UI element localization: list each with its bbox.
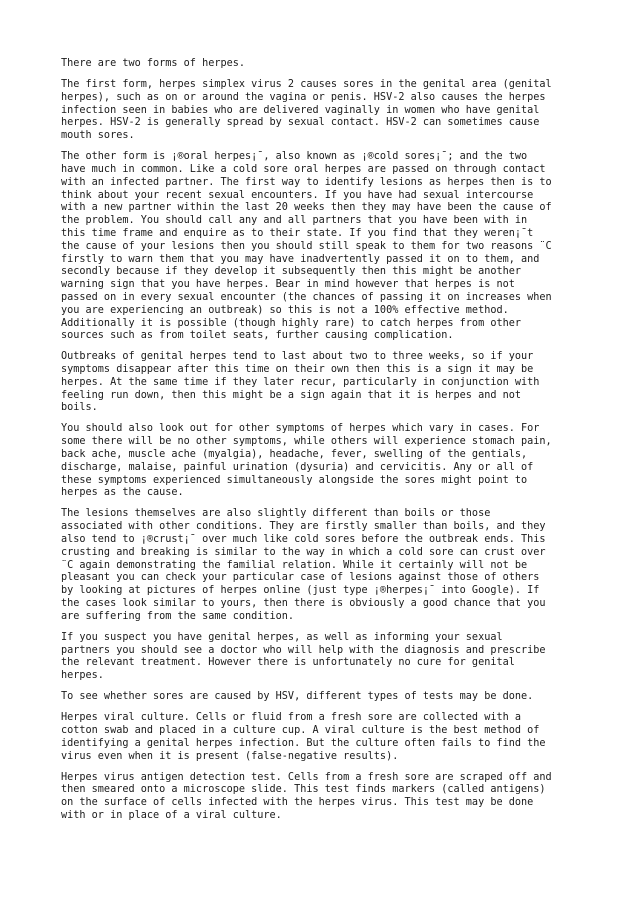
paragraph-viral-culture: Herpes viral culture. Cells or fluid from a fresh sore are collected with a cotton swab and placed in a culture cup. A viral culture is the best method of identifying a genital herpes infection. But the culture often fails to find the virus even when it is present (false-negative results). [61, 712, 546, 762]
document-body [61, 58, 581, 831]
paragraph-symptoms: You should also look out for other symptoms of herpes which vary in cases. For some there will be no other symptoms, while others will experience stomach pain, back ache, muscle ache (myalgia), headache, fever, swelling of the gentials, discharge, malaise, painful urination (dysuria) and cervicitis. Any or all of these symptoms experienced simultaneously alongside the sores might point to herpes as the cause. [61, 423, 552, 499]
paragraph-lesions: The lesions themselves are also slightly different than boils or those associated with other conditions. They are firstly smaller than boils, and they also tend to ¡®crust¡¯ over much like cold sores before the outbreak ends. This crusting and breaking is similar to the way in which a cold sore can crust over ¨C again demonstrating the familial relation. While it certainly will not be pleasant you can check your particular case of lesions against those of others by looking at pictures of herpes online (just type ¡®herpes¡¯ into Google). If the cases look similar to yours, then there is obviously a good chance that you are suffering from the same condition. [61, 508, 546, 622]
paragraph-outbreaks: Outbreaks of genital herpes tend to last about two to three weeks, so if your symptoms disappear after this time on their own then this is a sign it may be herpes. At the same time if they later recur, particularly in conjunction with feeling run down, then this might be a sign again that it is herpes and not boils. [61, 351, 540, 414]
paragraph-oral-herpes: The other form is ¡®oral herpes¡¯, also known as ¡®cold sores¡¯; and the two have much in common. Like a cold sore oral herpes are passed on through contact with an infected partner. The first way to identify lesions as herpes then is to think about your recent sexual encounters. If you have had sexual intercourse with a new partner within the last 20 weeks then they may have been the cause of the problem. You should call any and all partners that you have been with in this time frame and enquire as to their state. If you find that they weren¡¯t the cause of your lesions then you should still speak to them for two reasons ¨C firstly to warn them that you may have inadvertently passed it on to them, and secondly because if they develop it subsequently then this might be another warning sign that you have herpes. Bear in mind however that herpes is not passed on in every sexual encounter (the chances of passing it on increases when you are experiencing an outbreak) so this is not a 100% effective method. Additionally it is possible (though highly rare) to catch herpes from other sources such as from toilet seats, further causing complication. [61, 151, 552, 342]
paragraph-tests-intro: To see whether sores are caused by HSV, different types of tests may be done. [61, 691, 534, 703]
paragraph-see-doctor: If you suspect you have genital herpes, as well as informing your sexual partners you should see a doctor who will help with the diagnosis and prescribe the relevant treatment. However there is unfortunately no cure for genital herpes. [61, 631, 546, 682]
paragraph-intro: There are two forms of herpes. [61, 58, 246, 69]
paragraph-hsv2: The first form, herpes simplex virus 2 causes sores in the genital area (genital herpes), such as on or around the vagina or penis. HSV-2 also causes the herpes infection seen in babies who are delivered vaginally in women who have genital herpes. HSV-2 is generally spread by sexual contact. HSV-2 can sometimes cause mouth sores. [61, 78, 552, 142]
paragraph-antigen-test: Herpes virus antigen detection test. Cells from a fresh sore are scraped off and then smeared onto a microscope slide. This test finds markers (called antigens) on the surface of cells infected with the herpes virus. This test may be done with or in place of a viral culture. [61, 771, 552, 821]
